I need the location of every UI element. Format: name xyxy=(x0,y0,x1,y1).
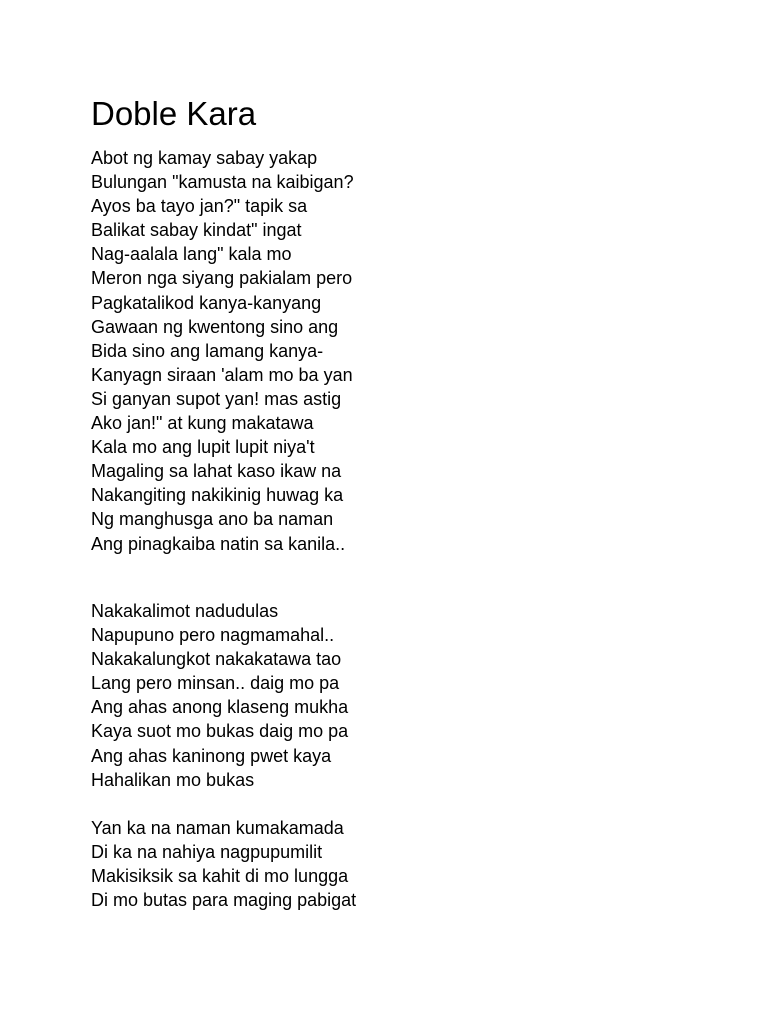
poem-line: Nakakalungkot nakakatawa tao xyxy=(91,649,342,670)
poem-line: Hahalikan mo bukas xyxy=(91,769,255,790)
poem-line: Lang pero minsan.. daig mo pa xyxy=(91,673,340,694)
stanza-3 xyxy=(91,816,356,912)
poem-line: Ako jan!" at kung makatawa xyxy=(91,413,314,434)
stanza-2 xyxy=(91,599,348,792)
poem-line: Di mo butas para maging pabigat xyxy=(91,890,357,911)
poem-line: Ayos ba tayo jan?" tapik sa xyxy=(91,196,308,217)
poem-line: Kanyagn siraan 'alam mo ba yan xyxy=(91,364,353,385)
poem-line: Meron nga siyang pakialam pero xyxy=(91,268,353,289)
poem-line: Ng manghusga ano ba naman xyxy=(91,509,334,530)
poem-line: Di ka na nahiya nagpupumilit xyxy=(91,842,323,863)
poem-line: Si ganyan supot yan! mas astig xyxy=(91,388,342,409)
poem-line: Yan ka na naman kumakamada xyxy=(91,818,344,838)
poem-line: Napupuno pero nagmamahal.. xyxy=(91,625,335,646)
poem-line: Bulungan "kamusta na kaibigan? xyxy=(91,172,354,193)
poem-line: Ang pinagkaiba natin sa kanila.. xyxy=(91,533,346,554)
poem-line: Nakangiting nakikinig huwag ka xyxy=(91,485,344,506)
poem-line: Nakakalimot nadudulas xyxy=(91,601,279,621)
page-title: Doble Kara xyxy=(91,95,257,132)
stanza-1 xyxy=(91,146,354,556)
poem-line: Gawaan ng kwentong sino ang xyxy=(91,316,339,337)
poem-line: Kaya suot mo bukas daig mo pa xyxy=(91,721,349,742)
poem-line: Makisiksik sa kahit di mo lungga xyxy=(91,866,349,887)
poem-line: Abot ng kamay sabay yakap xyxy=(91,148,318,168)
poem-line: Magaling sa lahat kaso ikaw na xyxy=(91,461,342,482)
poem-line: Ang ahas kaninong pwet kaya xyxy=(91,745,332,766)
poem-line: Nag-aalala lang" kala mo xyxy=(91,244,292,265)
poem-line: Bida sino ang lamang kanya- xyxy=(91,340,324,361)
poem-line: Balikat sabay kindat" ingat xyxy=(91,220,302,241)
poem-line: Pagkatalikod kanya-kanyang xyxy=(91,292,322,313)
poem-line: Kala mo ang lupit lupit niya't xyxy=(91,437,315,458)
poem-line: Ang ahas anong klaseng mukha xyxy=(91,697,349,718)
